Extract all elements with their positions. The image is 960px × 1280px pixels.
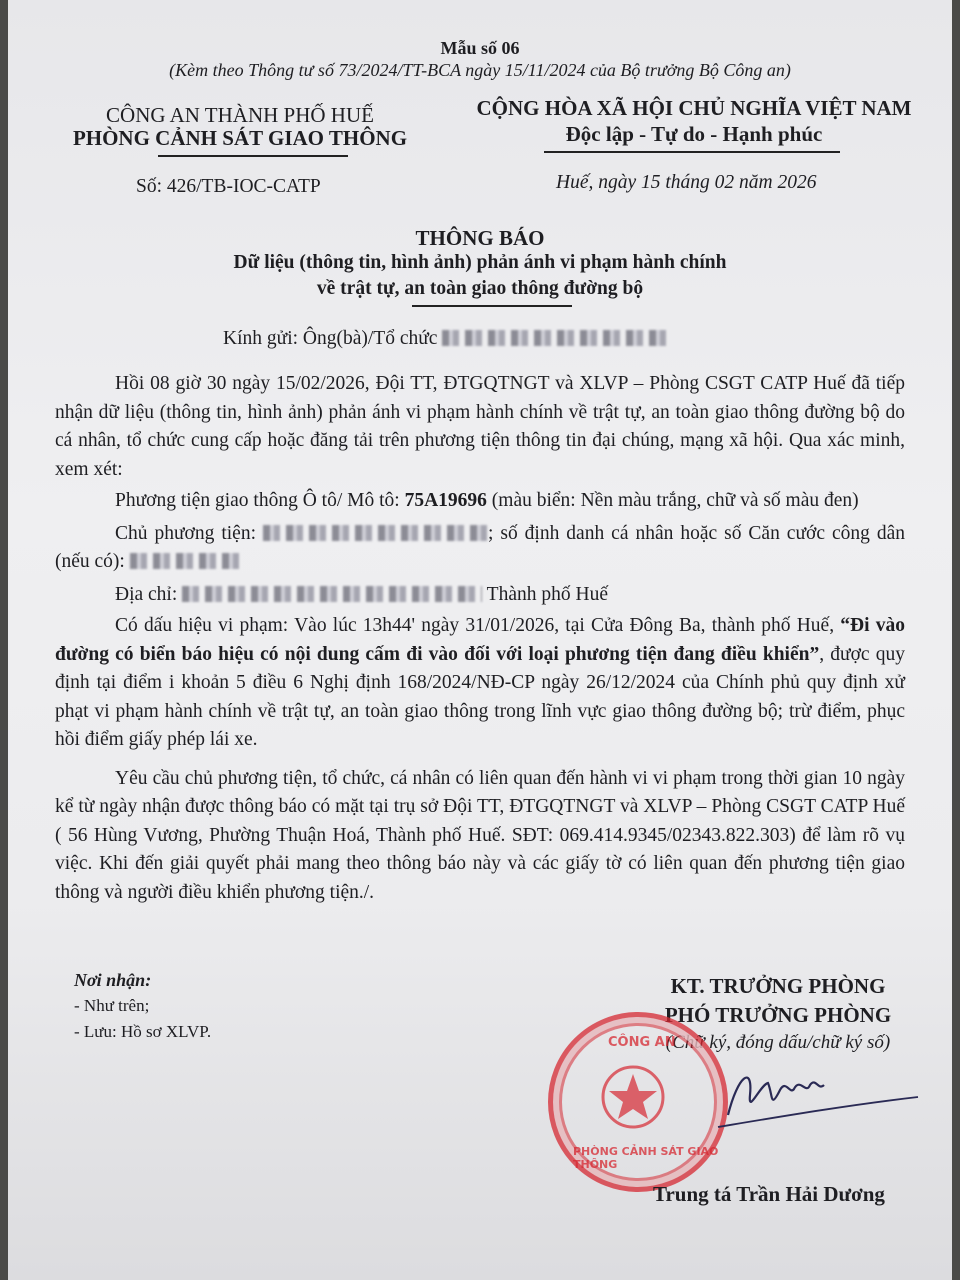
form-attach: (Kèm theo Thông tư số 73/2024/TT-BCA ngày 15/11/2024 của Bộ trưởng Bộ Công an)	[169, 60, 791, 80]
redacted-address	[182, 586, 482, 602]
recipient-line	[223, 328, 672, 350]
notice-subtitle-1: Dữ liệu (thông tin, hình ảnh) phản ánh vi phạm hành chính	[233, 252, 727, 273]
stamp-bottom-text: PHÒNG CẢNH SÁT GIAO THÔNG	[573, 1145, 719, 1171]
star-emblem-icon	[598, 1062, 668, 1132]
body-text	[55, 370, 905, 907]
redacted-id	[130, 553, 240, 569]
agency-underline	[158, 155, 348, 157]
motto: Độc lập - Tự do - Hạnh phúc	[565, 122, 823, 146]
agency-name: PHÒNG CẢNH SÁT GIAO THÔNG	[72, 126, 408, 150]
redacted-owner	[263, 525, 488, 541]
address-label: Địa chỉ:	[115, 583, 183, 605]
owner-paragraph	[55, 520, 905, 577]
violation-paragraph	[55, 612, 905, 755]
violation-description: “Đi vào đường có biển báo hiệu có nội dung cấm đi vào đối với loại phương tiện đang điều khiển”	[55, 615, 905, 665]
handwritten-signature	[698, 1055, 928, 1145]
stamp-top-text: CÔNG AN	[608, 1035, 676, 1050]
redacted-recipient	[442, 330, 672, 346]
signer-name: Trung tá Trần Hải Dương	[653, 1182, 885, 1206]
violation-time-place: Có dấu hiệu vi phạm: Vào lúc 13h44' ngày 31/01/2026, tại Cửa Đông Ba, thành phố Huế,	[115, 615, 841, 636]
owner-label: Chủ phương tiện:	[115, 522, 263, 544]
recipient-label: Kính gửi: Ông(bà)/Tổ chức	[223, 328, 438, 349]
request-paragraph: Yêu cầu chủ phương tiện, tổ chức, cá nhân có liên quan đến hành vi vi phạm trong thời gian 10 ngày kể từ ngày nhận được thông báo có mặt tại trụ sở Đội TT, ĐTGQTNGT và XLVP – Phòng CSGT CATP Huế ( 56 Hùng Vương, Phường Thuận Hoá, Thành phố Huế. SĐT: 069.414.9345/02343.822.303) để làm rõ vụ việc. Khi đến giải quyết phải mang theo thông báo này và các giấy tờ có liên quan đến phương tiện giao thông và người điều khiển phương tiện./.	[55, 767, 905, 903]
agency-parent: CÔNG AN THÀNH PHỐ HUẾ	[106, 103, 374, 127]
document-page	[8, 0, 952, 1280]
signer-role-2: PHÓ TRƯỞNG PHÒNG	[664, 1003, 892, 1027]
license-plate: 75A19696	[404, 490, 487, 511]
title-underline	[412, 305, 572, 307]
address-city: Thành phố Huế	[482, 583, 608, 605]
receivers-label: Nơi nhận:	[74, 970, 152, 990]
vehicle-label: Phương tiện giao thông Ô tô/ Mô tô:	[115, 490, 405, 511]
form-code: Mẫu số 06	[440, 38, 520, 58]
country-name: CỘNG HÒA XÃ HỘI CHỦ NGHĨA VIỆT NAM	[476, 96, 912, 120]
violation-legal-basis: , được quy định tại điểm i khoản 5 điều 6 Nghị định 168/2024/NĐ-CP ngày 26/12/2024 của Chính phủ quy định xử phạt vi phạm hành chính về trật tự, an toàn giao thông trong lĩnh vực giao thông đường bộ; trừ điểm, phục hồi điểm giấy phép lái xe.	[55, 643, 905, 750]
notice-title: THÔNG BÁO	[415, 226, 545, 250]
vehicle-paragraph	[55, 487, 905, 516]
address-paragraph	[55, 581, 905, 610]
receiver-item: - Như trên;	[74, 996, 150, 1015]
receiver-item: - Lưu: Hồ sơ XLVP.	[74, 1022, 212, 1041]
plate-color: (màu biển: Nền màu trắng, chữ và số màu đen)	[486, 490, 859, 511]
signer-role-1: KT. TRƯỞNG PHÒNG	[670, 974, 886, 998]
document-number: Số: 426/TB-IOC-CATP	[136, 176, 321, 197]
intro-paragraph: Hồi 08 giờ 30 ngày 15/02/2026, Đội TT, ĐTGQTNGT và XLVP – Phòng CSGT CATP Huế đã tiếp nhận dữ liệu (thông tin, hình ảnh) phản ánh vi phạm hành chính về trật tự, an toàn giao thông đường bộ do cá nhân, tổ chức cung cấp hoặc đăng tải trên phương tiện thông tin đại chúng, mạng xã hội. Qua xác minh, xem xét:	[55, 373, 905, 480]
signature-note: (Chữ ký, đóng dấu/chữ ký số)	[665, 1032, 891, 1053]
place-date: Huế, ngày 15 tháng 02 năm 2026	[556, 172, 817, 193]
motto-underline	[544, 151, 840, 153]
notice-subtitle-2: về trật tự, an toàn giao thông đường bộ	[316, 278, 644, 299]
owner-id-label: ; số định danh cá nhân hoặc số Căn cước công dân (nếu có):	[55, 522, 906, 572]
